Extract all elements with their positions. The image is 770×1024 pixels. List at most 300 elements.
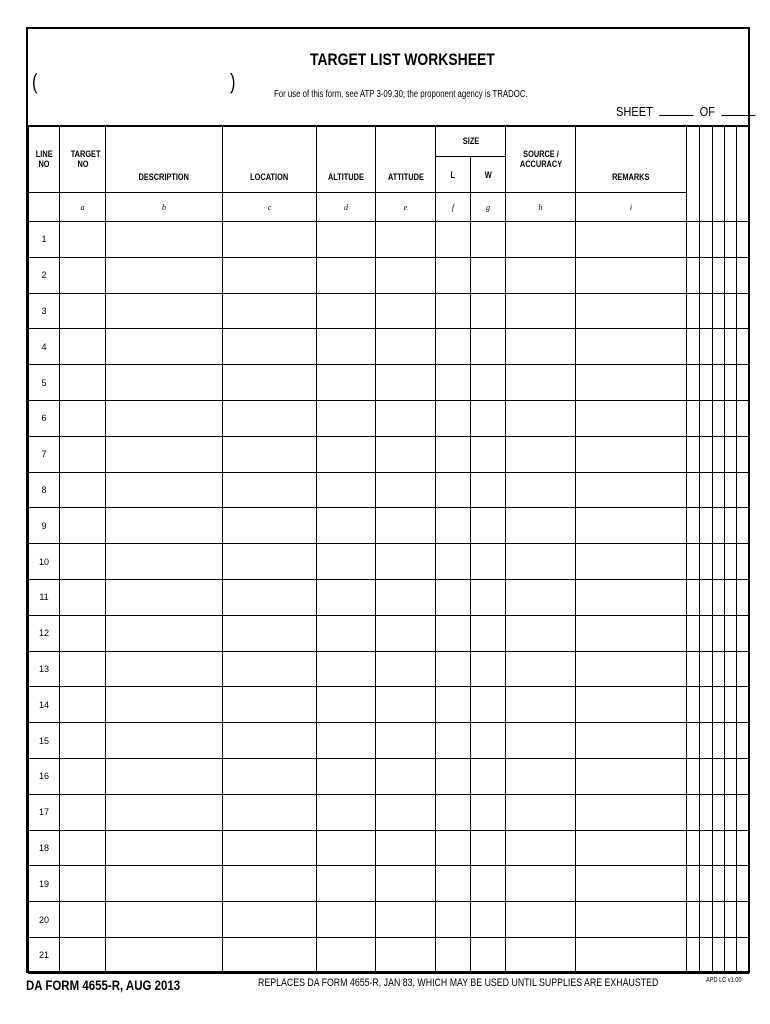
altitude-cell[interactable] (317, 222, 376, 258)
extra-2-cell[interactable] (700, 937, 713, 973)
extra-4-cell[interactable] (725, 579, 737, 615)
extra-1-cell[interactable] (687, 257, 700, 293)
altitude-cell[interactable] (317, 365, 376, 401)
extra-1-cell[interactable] (687, 436, 700, 472)
size-l-cell[interactable] (436, 508, 471, 544)
size-w-cell[interactable] (471, 508, 506, 544)
extra-3-cell[interactable] (713, 579, 725, 615)
source-accuracy-cell[interactable] (506, 794, 576, 830)
attitude-cell[interactable] (376, 544, 436, 580)
target-no-cell[interactable] (60, 436, 106, 472)
description-cell[interactable] (106, 687, 223, 723)
extra-2-cell[interactable] (700, 651, 713, 687)
extra-2-cell[interactable] (700, 794, 713, 830)
extra-4-cell[interactable] (725, 937, 737, 973)
altitude-cell[interactable] (317, 329, 376, 365)
extra-1-cell[interactable] (687, 508, 700, 544)
remarks-cell[interactable] (576, 329, 687, 365)
size-w-cell[interactable] (471, 651, 506, 687)
size-l-cell[interactable] (436, 615, 471, 651)
altitude-cell[interactable] (317, 508, 376, 544)
location-cell[interactable] (223, 651, 317, 687)
location-cell[interactable] (223, 758, 317, 794)
location-cell[interactable] (223, 293, 317, 329)
target-no-cell[interactable] (60, 472, 106, 508)
extra-2-cell[interactable] (700, 615, 713, 651)
location-cell[interactable] (223, 866, 317, 902)
altitude-cell[interactable] (317, 866, 376, 902)
extra-3-cell[interactable] (713, 436, 725, 472)
source-accuracy-cell[interactable] (506, 508, 576, 544)
extra-3-cell[interactable] (713, 615, 725, 651)
extra-4-cell[interactable] (725, 687, 737, 723)
size-w-cell[interactable] (471, 436, 506, 472)
description-cell[interactable] (106, 222, 223, 258)
size-l-cell[interactable] (436, 794, 471, 830)
source-accuracy-cell[interactable] (506, 436, 576, 472)
extra-2-cell[interactable] (700, 902, 713, 938)
attitude-cell[interactable] (376, 365, 436, 401)
size-l-cell[interactable] (436, 866, 471, 902)
location-cell[interactable] (223, 365, 317, 401)
source-accuracy-cell[interactable] (506, 222, 576, 258)
extra-3-cell[interactable] (713, 400, 725, 436)
location-cell[interactable] (223, 937, 317, 973)
source-accuracy-cell[interactable] (506, 472, 576, 508)
size-l-cell[interactable] (436, 329, 471, 365)
altitude-cell[interactable] (317, 293, 376, 329)
remarks-cell[interactable] (576, 579, 687, 615)
remarks-cell[interactable] (576, 544, 687, 580)
source-accuracy-cell[interactable] (506, 830, 576, 866)
description-cell[interactable] (106, 400, 223, 436)
extra-4-cell[interactable] (725, 794, 737, 830)
altitude-cell[interactable] (317, 794, 376, 830)
extra-2-cell[interactable] (700, 579, 713, 615)
extra-1-cell[interactable] (687, 902, 700, 938)
size-l-cell[interactable] (436, 723, 471, 759)
extra-4-cell[interactable] (725, 222, 737, 258)
remarks-cell[interactable] (576, 400, 687, 436)
extra-1-cell[interactable] (687, 937, 700, 973)
extra-2-cell[interactable] (700, 436, 713, 472)
altitude-cell[interactable] (317, 615, 376, 651)
target-no-cell[interactable] (60, 329, 106, 365)
location-cell[interactable] (223, 544, 317, 580)
extra-5-cell[interactable] (737, 544, 749, 580)
line-number: 7 (29, 436, 60, 472)
location-cell[interactable] (223, 222, 317, 258)
size-w-cell[interactable] (471, 794, 506, 830)
extra-2-cell[interactable] (700, 400, 713, 436)
attitude-cell[interactable] (376, 293, 436, 329)
location-cell[interactable] (223, 687, 317, 723)
extra-3-cell[interactable] (713, 293, 725, 329)
extra-4-cell[interactable] (725, 866, 737, 902)
altitude-cell[interactable] (317, 579, 376, 615)
extra-3-cell[interactable] (713, 937, 725, 973)
attitude-cell[interactable] (376, 436, 436, 472)
size-w-cell[interactable] (471, 329, 506, 365)
extra-3-cell[interactable] (713, 794, 725, 830)
size-l-cell[interactable] (436, 544, 471, 580)
target-no-cell[interactable] (60, 902, 106, 938)
location-cell[interactable] (223, 902, 317, 938)
description-cell[interactable] (106, 937, 223, 973)
extra-5-cell[interactable] (737, 937, 749, 973)
source-accuracy-cell[interactable] (506, 937, 576, 973)
size-l-cell[interactable] (436, 400, 471, 436)
target-no-cell[interactable] (60, 615, 106, 651)
size-w-cell[interactable] (471, 365, 506, 401)
extra-1-cell[interactable] (687, 365, 700, 401)
source-accuracy-cell[interactable] (506, 544, 576, 580)
extra-5-cell[interactable] (737, 651, 749, 687)
target-no-cell[interactable] (60, 794, 106, 830)
remarks-cell[interactable] (576, 830, 687, 866)
location-cell[interactable] (223, 257, 317, 293)
extra-5-cell[interactable] (737, 758, 749, 794)
extra-1-cell[interactable] (687, 579, 700, 615)
extra-2-cell[interactable] (700, 329, 713, 365)
size-l-cell[interactable] (436, 651, 471, 687)
extra-5-cell[interactable] (737, 257, 749, 293)
extra-3-cell[interactable] (713, 365, 725, 401)
source-accuracy-cell[interactable] (506, 293, 576, 329)
attitude-cell[interactable] (376, 508, 436, 544)
source-accuracy-cell[interactable] (506, 687, 576, 723)
attitude-cell[interactable] (376, 723, 436, 759)
extra-3-cell[interactable] (713, 830, 725, 866)
extra-1-cell[interactable] (687, 329, 700, 365)
size-w-cell[interactable] (471, 222, 506, 258)
extra-2-cell[interactable] (700, 830, 713, 866)
size-w-cell[interactable] (471, 293, 506, 329)
altitude-cell[interactable] (317, 937, 376, 973)
description-cell[interactable] (106, 866, 223, 902)
source-accuracy-cell[interactable] (506, 723, 576, 759)
extra-5-cell[interactable] (737, 723, 749, 759)
extra-2-cell[interactable] (700, 257, 713, 293)
remarks-cell[interactable] (576, 794, 687, 830)
source-accuracy-cell[interactable] (506, 651, 576, 687)
extra-4-cell[interactable] (725, 257, 737, 293)
extra-2-cell[interactable] (700, 687, 713, 723)
target-no-cell[interactable] (60, 723, 106, 759)
extra-1-cell[interactable] (687, 651, 700, 687)
extra-3-cell[interactable] (713, 472, 725, 508)
attitude-cell[interactable] (376, 400, 436, 436)
size-w-cell[interactable] (471, 687, 506, 723)
attitude-cell[interactable] (376, 472, 436, 508)
altitude-cell[interactable] (317, 651, 376, 687)
size-l-cell[interactable] (436, 758, 471, 794)
target-no-cell[interactable] (60, 758, 106, 794)
extra-1-cell[interactable] (687, 400, 700, 436)
altitude-cell[interactable] (317, 687, 376, 723)
size-l-cell[interactable] (436, 902, 471, 938)
attitude-cell[interactable] (376, 222, 436, 258)
source-accuracy-cell[interactable] (506, 400, 576, 436)
attitude-cell[interactable] (376, 329, 436, 365)
col-letter-i: i (576, 193, 687, 222)
source-accuracy-cell[interactable] (506, 257, 576, 293)
attitude-cell[interactable] (376, 257, 436, 293)
extra-2-cell[interactable] (700, 723, 713, 759)
attitude-cell[interactable] (376, 902, 436, 938)
target-no-cell[interactable] (60, 830, 106, 866)
location-cell[interactable] (223, 723, 317, 759)
description-cell[interactable] (106, 508, 223, 544)
size-l-cell[interactable] (436, 830, 471, 866)
attitude-cell[interactable] (376, 866, 436, 902)
source-accuracy-cell[interactable] (506, 866, 576, 902)
size-l-cell[interactable] (436, 472, 471, 508)
remarks-cell[interactable] (576, 866, 687, 902)
source-accuracy-cell[interactable] (506, 329, 576, 365)
description-cell[interactable] (106, 615, 223, 651)
extra-3-cell[interactable] (713, 723, 725, 759)
extra-3-cell[interactable] (713, 257, 725, 293)
extra-1-cell[interactable] (687, 794, 700, 830)
target-no-cell[interactable] (60, 508, 106, 544)
extra-3-cell[interactable] (713, 508, 725, 544)
extra-3-cell[interactable] (713, 651, 725, 687)
extra-5-cell[interactable] (737, 508, 749, 544)
description-cell[interactable] (106, 329, 223, 365)
extra-1-cell[interactable] (687, 615, 700, 651)
size-w-cell[interactable] (471, 400, 506, 436)
extra-5-cell[interactable] (737, 222, 749, 258)
remarks-cell[interactable] (576, 293, 687, 329)
extra-2-cell[interactable] (700, 866, 713, 902)
attitude-cell[interactable] (376, 794, 436, 830)
extra-4-cell[interactable] (725, 472, 737, 508)
extra-1-cell[interactable] (687, 723, 700, 759)
sheet-total-field[interactable] (721, 105, 755, 116)
extra-3-cell[interactable] (713, 866, 725, 902)
size-w-cell[interactable] (471, 544, 506, 580)
sheet-number-field[interactable] (659, 105, 693, 116)
remarks-cell[interactable] (576, 937, 687, 973)
description-cell[interactable] (106, 579, 223, 615)
extra-5-cell[interactable] (737, 400, 749, 436)
extra-2-cell[interactable] (700, 508, 713, 544)
extra-2-cell[interactable] (700, 293, 713, 329)
location-cell[interactable] (223, 508, 317, 544)
extra-5-cell[interactable] (737, 329, 749, 365)
attitude-cell[interactable] (376, 579, 436, 615)
extra-2-cell[interactable] (700, 544, 713, 580)
extra-4-cell[interactable] (725, 436, 737, 472)
extra-5-cell[interactable] (737, 615, 749, 651)
remarks-cell[interactable] (576, 508, 687, 544)
size-w-cell[interactable] (471, 579, 506, 615)
extra-5-cell[interactable] (737, 579, 749, 615)
attitude-cell[interactable] (376, 651, 436, 687)
extra-4-cell[interactable] (725, 723, 737, 759)
source-accuracy-cell[interactable] (506, 758, 576, 794)
extra-1-cell[interactable] (687, 758, 700, 794)
target-no-cell[interactable] (60, 222, 106, 258)
size-w-cell[interactable] (471, 472, 506, 508)
altitude-cell[interactable] (317, 902, 376, 938)
extra-2-cell[interactable] (700, 758, 713, 794)
extra-5-cell[interactable] (737, 830, 749, 866)
target-no-cell[interactable] (60, 687, 106, 723)
source-accuracy-cell[interactable] (506, 365, 576, 401)
attitude-cell[interactable] (376, 615, 436, 651)
extra-1-cell[interactable] (687, 222, 700, 258)
extra-5-cell[interactable] (737, 436, 749, 472)
source-accuracy-cell[interactable] (506, 579, 576, 615)
size-w-cell[interactable] (471, 257, 506, 293)
size-w-cell[interactable] (471, 830, 506, 866)
extra-2-cell[interactable] (700, 365, 713, 401)
extra-3-cell[interactable] (713, 758, 725, 794)
description-cell[interactable] (106, 436, 223, 472)
table-row (29, 329, 749, 365)
size-w-cell[interactable] (471, 902, 506, 938)
extra-5-cell[interactable] (737, 687, 749, 723)
source-accuracy-cell[interactable] (506, 902, 576, 938)
size-l-cell[interactable] (436, 222, 471, 258)
size-w-cell[interactable] (471, 723, 506, 759)
extra-5-cell[interactable] (737, 365, 749, 401)
description-cell[interactable] (106, 365, 223, 401)
extra-4-cell[interactable] (725, 365, 737, 401)
size-w-cell[interactable] (471, 866, 506, 902)
remarks-cell[interactable] (576, 902, 687, 938)
target-no-cell[interactable] (60, 866, 106, 902)
extra-4-cell[interactable] (725, 329, 737, 365)
extra-1-cell[interactable] (687, 293, 700, 329)
line-number: 19 (29, 866, 60, 902)
extra-5-cell[interactable] (737, 902, 749, 938)
source-accuracy-cell[interactable] (506, 615, 576, 651)
description-cell[interactable] (106, 257, 223, 293)
altitude-cell[interactable] (317, 400, 376, 436)
altitude-cell[interactable] (317, 830, 376, 866)
remarks-cell[interactable] (576, 723, 687, 759)
altitude-cell[interactable] (317, 472, 376, 508)
remarks-cell[interactable] (576, 472, 687, 508)
size-l-cell[interactable] (436, 579, 471, 615)
target-no-cell[interactable] (60, 937, 106, 973)
altitude-cell[interactable] (317, 436, 376, 472)
extra-5-cell[interactable] (737, 472, 749, 508)
description-cell[interactable] (106, 902, 223, 938)
size-l-cell[interactable] (436, 257, 471, 293)
extra-5-cell[interactable] (737, 293, 749, 329)
location-cell[interactable] (223, 472, 317, 508)
description-cell[interactable] (106, 293, 223, 329)
extra-5-cell[interactable] (737, 866, 749, 902)
extra-2-cell[interactable] (700, 472, 713, 508)
extra-4-cell[interactable] (725, 508, 737, 544)
location-cell[interactable] (223, 400, 317, 436)
extra-3-cell[interactable] (713, 902, 725, 938)
extra-1-cell[interactable] (687, 544, 700, 580)
altitude-cell[interactable] (317, 544, 376, 580)
size-l-cell[interactable] (436, 293, 471, 329)
extra-5-cell[interactable] (737, 794, 749, 830)
extra-4-cell[interactable] (725, 293, 737, 329)
remarks-cell[interactable] (576, 365, 687, 401)
altitude-cell[interactable] (317, 257, 376, 293)
description-cell[interactable] (106, 472, 223, 508)
remarks-cell[interactable] (576, 651, 687, 687)
location-cell[interactable] (223, 436, 317, 472)
remarks-cell[interactable] (576, 222, 687, 258)
extra-2-cell[interactable] (700, 222, 713, 258)
size-l-cell[interactable] (436, 365, 471, 401)
description-cell[interactable] (106, 794, 223, 830)
extra-3-cell[interactable] (713, 329, 725, 365)
attitude-cell[interactable] (376, 758, 436, 794)
description-cell[interactable] (106, 758, 223, 794)
extra-4-cell[interactable] (725, 651, 737, 687)
remarks-cell[interactable] (576, 257, 687, 293)
description-cell[interactable] (106, 723, 223, 759)
target-no-cell[interactable] (60, 293, 106, 329)
extra-1-cell[interactable] (687, 866, 700, 902)
extra-1-cell[interactable] (687, 830, 700, 866)
size-l-cell[interactable] (436, 937, 471, 973)
target-no-cell[interactable] (60, 257, 106, 293)
altitude-cell[interactable] (317, 723, 376, 759)
extra-4-cell[interactable] (725, 758, 737, 794)
extra-4-cell[interactable] (725, 544, 737, 580)
location-cell[interactable] (223, 329, 317, 365)
description-cell[interactable] (106, 651, 223, 687)
size-l-cell[interactable] (436, 436, 471, 472)
location-cell[interactable] (223, 794, 317, 830)
altitude-cell[interactable] (317, 758, 376, 794)
attitude-cell[interactable] (376, 830, 436, 866)
remarks-cell[interactable] (576, 758, 687, 794)
extra-4-cell[interactable] (725, 400, 737, 436)
description-cell[interactable] (106, 544, 223, 580)
size-l-cell[interactable] (436, 687, 471, 723)
remarks-cell[interactable] (576, 687, 687, 723)
extra-4-cell[interactable] (725, 902, 737, 938)
size-w-cell[interactable] (471, 758, 506, 794)
target-no-cell[interactable] (60, 651, 106, 687)
extra-3-cell[interactable] (713, 544, 725, 580)
attitude-cell[interactable] (376, 937, 436, 973)
target-no-cell[interactable] (60, 400, 106, 436)
remarks-cell[interactable] (576, 436, 687, 472)
remarks-cell[interactable] (576, 615, 687, 651)
location-cell[interactable] (223, 579, 317, 615)
extra-1-cell[interactable] (687, 472, 700, 508)
size-w-cell[interactable] (471, 615, 506, 651)
extra-1-cell[interactable] (687, 687, 700, 723)
extra-4-cell[interactable] (725, 615, 737, 651)
target-no-cell[interactable] (60, 544, 106, 580)
description-cell[interactable] (106, 830, 223, 866)
extra-4-cell[interactable] (725, 830, 737, 866)
location-cell[interactable] (223, 615, 317, 651)
target-no-cell[interactable] (60, 365, 106, 401)
extra-3-cell[interactable] (713, 222, 725, 258)
extra-3-cell[interactable] (713, 687, 725, 723)
attitude-cell[interactable] (376, 687, 436, 723)
target-no-cell[interactable] (60, 579, 106, 615)
location-cell[interactable] (223, 830, 317, 866)
size-w-cell[interactable] (471, 937, 506, 973)
